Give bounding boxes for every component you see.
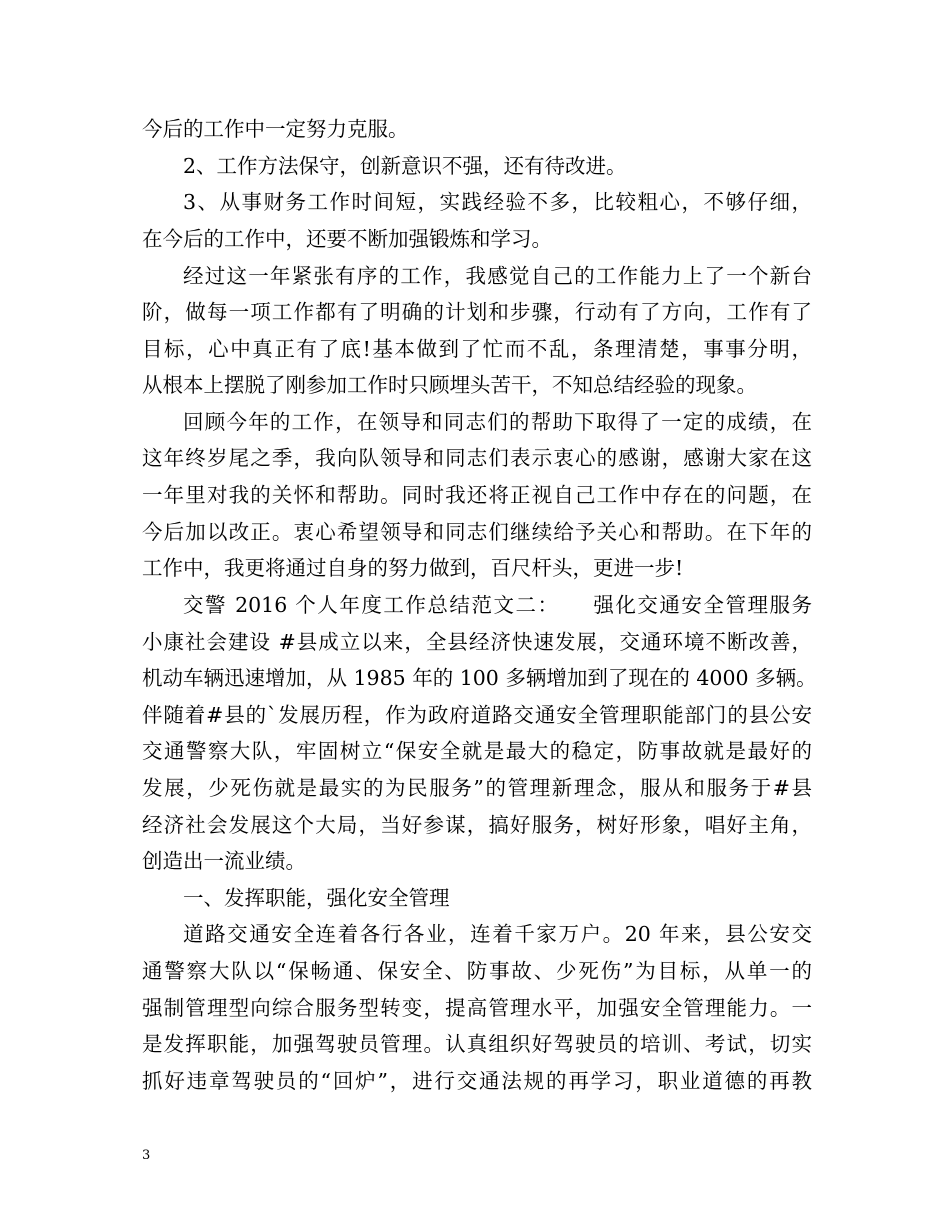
text-line: 经济社会发展这个大局，当好参谋，搞好服务，树好形象，唱好主角， — [142, 813, 812, 837]
text-line: 从根本上摆脱了刚参加工作时只顾埋头苦干，不知总结经验的现象。 — [142, 373, 757, 397]
text-line: 创造出一流业绩。 — [142, 849, 306, 873]
text-line: 强制管理型向综合服务型转变，提高管理水平，加强安全管理能力。一 — [142, 996, 812, 1020]
text-line: 伴随着#县的`发展历程，作为政府道路交通安全管理职能部门的县公安 — [142, 703, 812, 727]
text-line: 这年终岁尾之季，我向队领导和同志们表示衷心的感谢，感谢大家在这 — [142, 446, 812, 470]
text-line: 小康社会建设 #县成立以来，全县经济快速发展，交通环境不断改善， — [142, 630, 812, 654]
text-line: 道路交通安全连着各行各业，连着千家万户。20 年来，县公安交 — [183, 922, 812, 946]
text-line: 机动车辆迅速增加，从 1985 年的 100 多辆增加到了现在的 4000 多辆。 — [142, 666, 817, 690]
text-line: 3、从事财务工作时间短，实践经验不多，比较粗心，不够仔细， — [183, 190, 812, 214]
text-line: 在今后的工作中，还要不断加强锻炼和学习。 — [142, 227, 552, 251]
text-line: 2、工作方法保守，创新意识不强，还有待改进。 — [183, 154, 627, 178]
text-line: 交警 2016 个人年度工作总结范文二： 强化交通安全管理服务 — [183, 593, 812, 617]
text-line: 通警察大队以“保畅通、保安全、防事故、少死伤”为目标，从单一的 — [142, 959, 812, 983]
text-line: 交通警察大队，牢固树立“保安全就是最大的稳定，防事故就是最好的 — [142, 739, 812, 763]
text-line: 今后的工作中一定努力克服。 — [142, 117, 409, 141]
text-line: 发展，少死伤就是最实的为民服务”的管理新理念，服从和服务于#县 — [142, 776, 812, 800]
text-line: 阶，做每一项工作都有了明确的计划和步骤，行动有了方向，工作有了 — [142, 300, 812, 324]
text-line: 今后加以改正。衷心希望领导和同志们继续给予关心和帮助。在下年的 — [142, 520, 812, 544]
section-heading: 一、发挥职能，强化安全管理 — [183, 886, 450, 910]
text-line: 回顾今年的工作，在领导和同志们的帮助下取得了一定的成绩，在 — [183, 410, 812, 434]
text-line: 目标，心中真正有了底!基本做到了忙而不乱，条理清楚，事事分明， — [142, 337, 812, 361]
text-line: 一年里对我的关怀和帮助。同时我还将正视自己工作中存在的问题，在 — [142, 483, 812, 507]
text-line: 工作中，我更将通过自身的努力做到，百尺杆头，更进一步! — [142, 556, 684, 580]
text-line: 是发挥职能，加强驾驶员管理。认真组织好驾驶员的培训、考试，切实 — [142, 1032, 812, 1056]
text-line: 抓好违章驾驶员的“回炉”，进行交通法规的再学习，职业道德的再教 — [142, 1069, 812, 1093]
page-number: 3 — [142, 1148, 151, 1163]
text-line: 经过这一年紧张有序的工作，我感觉自己的工作能力上了一个新台 — [183, 264, 812, 288]
